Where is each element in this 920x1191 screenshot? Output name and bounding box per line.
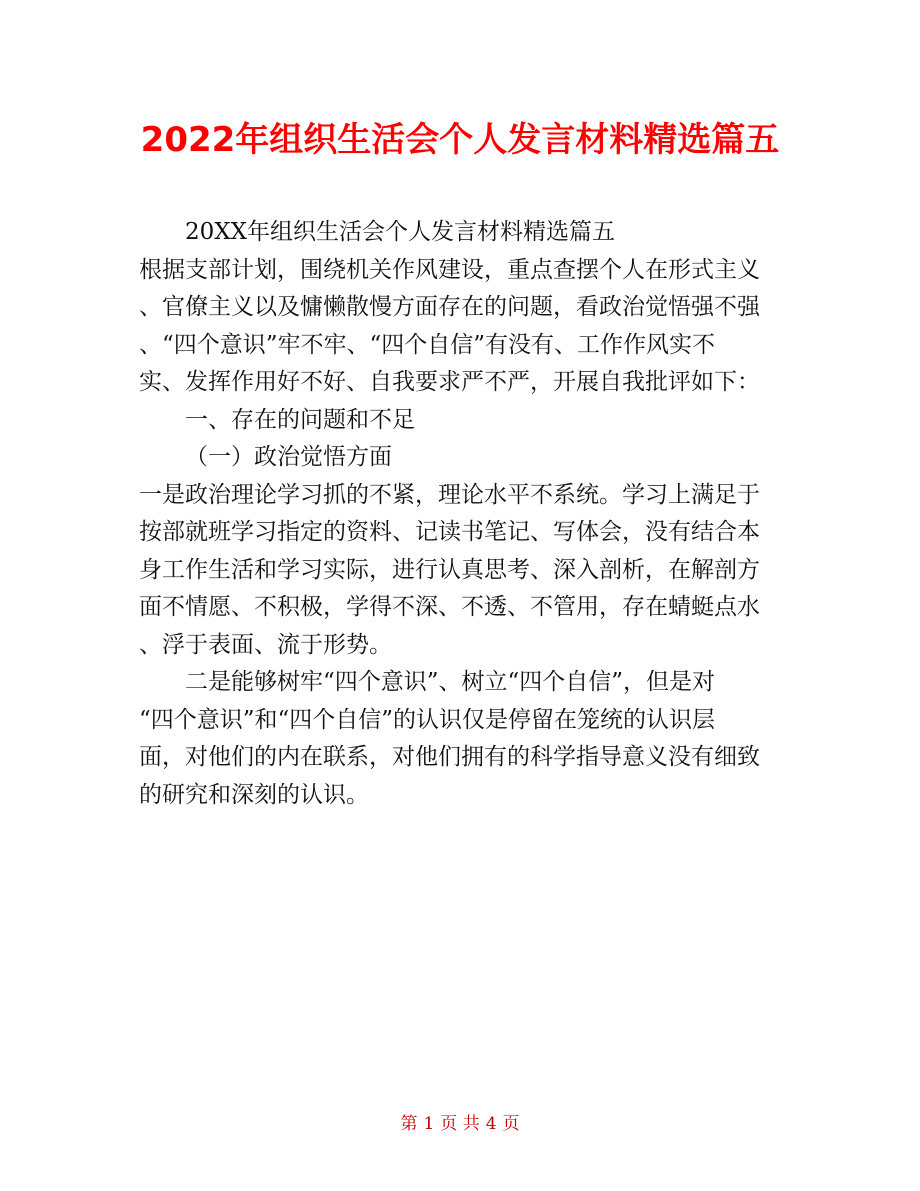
page-label-mid: 页 共 [440,1114,480,1134]
paragraph-line: 、“四个意识”牢不牢、“四个自信”有没有、工作作风实不 [139,331,716,358]
paragraph-line: 、浮于表面、流于形势。 [139,631,392,658]
paragraph-line: 、官僚主义以及慵懒散慢方面存在的问题，看政治觉悟强不强 [139,294,760,320]
total-pages-number: 4 [485,1114,497,1134]
section-heading: 一、存在的问题和不足 [185,406,415,433]
paragraph-line: 面不情愿、不积极，学得不深、不透、不管用，存在蜻蜓点水 [139,594,760,620]
paragraph-line: 身工作生活和学习实际，进行认真思考、深入剖析，在解剖方 [139,556,760,583]
paragraph-line: “四个意识”和“四个自信”的认识仅是停留在笼统的认识层 [139,706,716,733]
subsection-heading: （一）政治觉悟方面 [185,444,392,470]
paragraph-line: 一是政治理论学习抓的不紧，理论水平不系统。学习上满足于 [139,481,760,508]
paragraph-line: 实、发挥作用好不好、自我要求严不严，开展自我批评如下： [139,369,760,395]
page-footer [0,1112,920,1136]
document-body [139,214,789,814]
subtitle-line: 20XX年组织生活会个人发言材料精选篇五 [185,219,616,245]
page-label-prefix: 第 [400,1114,418,1134]
paragraph-line: 的研究和深刻的认识。 [139,781,369,808]
paragraph-line: 面，对他们的内在联系，对他们拥有的科学指导意义没有细致 [139,744,760,770]
paragraph-line: 二是能够树牢“四个意识”、树立“四个自信”，但是对 [185,669,716,695]
page-label-suffix: 页 [502,1114,520,1134]
current-page-number: 1 [423,1114,435,1134]
paragraph-line: 根据支部计划，围绕机关作风建设，重点查摆个人在形式主义 [139,256,760,283]
paragraph-line: 按部就班学习指定的资料、记读书笔记、写体会，没有结合本 [139,519,760,545]
document-title: 2022年组织生活会个人发言材料精选篇五 [140,120,780,160]
